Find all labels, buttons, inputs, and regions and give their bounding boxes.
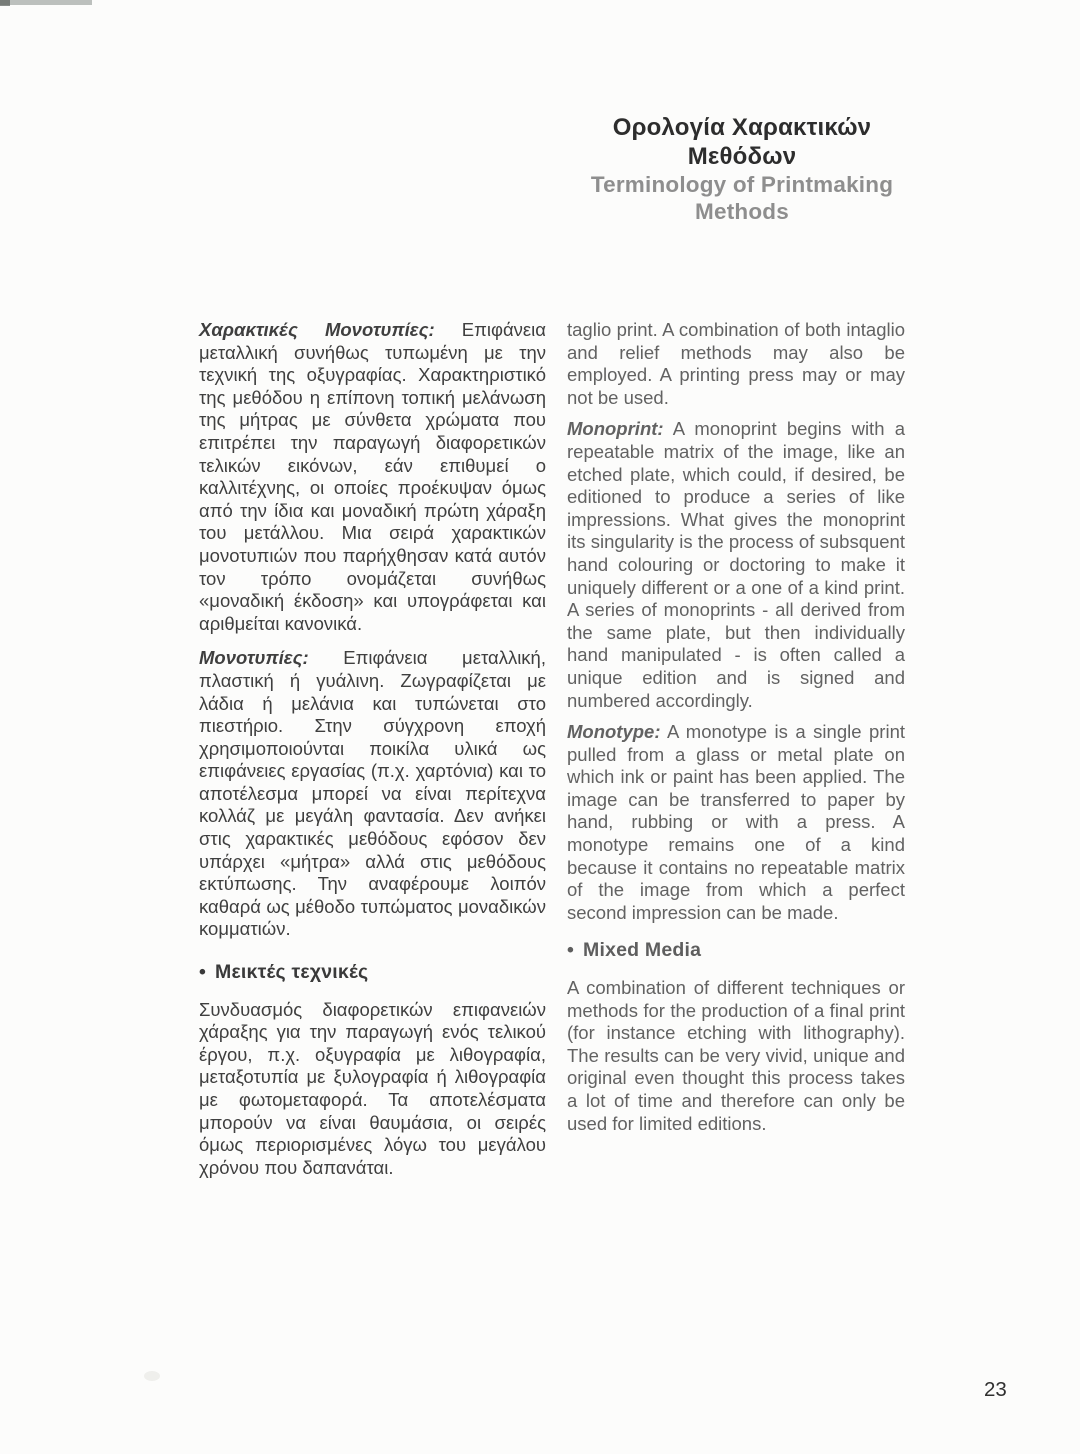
paragraph-mixed-media: A combination of different techniques or methods for the production of a final print (for instance etching with lithography). The results can be very vivid, unique and original even thought this process takes a lot of time and therefore can only be used for limited editions. [567, 977, 905, 1134]
paragraph-meiktes-texnikes: Συνδυασμός διαφορετικών επιφανειών χάραξης για την παραγωγή ενός τελικού έργου, π.χ. οξυγραφία με λιθογραφία, μεταξοτυπία με ξυλογραφία ή λιθογραφία με φωτομεταφορά. Τα αποτελέσματα μπορούν να είναι θαυμάσια, οι σειρές όμως περιορισμένες λόγω του μεγάλου χρόνου που δαπανάται. [199, 998, 546, 1178]
greek-column [199, 319, 546, 1191]
section-heading-text: Mixed Media [583, 939, 702, 962]
bullet-glyph: • [567, 939, 575, 962]
paragraph-text: A monotype is a single print pulled from a glass or metal plate on which ink or paint has been applied. The image can be transferred to paper by hand, rubbing or with a press. A monotype remains one of a kind because it contains no repeatable matrix of the image from which a perfect second impression can be made. [567, 721, 905, 923]
scan-smudge-artifact [144, 1371, 160, 1381]
section-heading-meiktes-texnikes [199, 961, 546, 984]
page-number: 23 [984, 1378, 1007, 1401]
section-heading-mixed-media [567, 939, 905, 962]
scan-corner-artifact [0, 0, 10, 6]
paragraph-text: A monoprint begins with a repeatable matrix of the image, like an etched plate, which could, if desired, be editioned to produce a series of like impressions. What gives the monoprint its singularity is the process of subsquent hand colouring or doctoring to make it uniquely different or a one of a kind print. A series of monoprints - all derived from the same plate, but then individually hand manipulated - is often called a unique edition and is signed and numbered accordingly. [567, 418, 905, 711]
paragraph-text: Επιφάνεια μεταλλική, πλαστική ή γυάλινη. Ζωγραφίζεται με λάδια ή μελάνια και τυπώνεται στο πιεστήριο. Στην σύγχρονη εποχή χρησιμοποιούνται ποικίλα υλικά ως επιφάνειες εργασίας (π.χ. χαρτόνια) και το αποτέλεσμα μπορεί να είναι περίτεχνα κολλάζ με μεγάλη φαντασία. Δεν ανήκει στις χαρακτικές μεθόδους εφόσον δεν υπάρχει «μήτρα» αλλά στις μεθόδους εκτύπωσης. Την αναφέρουμε λοιπόν καθαρά ως μέθοδο τυπώματος μοναδικών κομματιών. [199, 647, 546, 940]
page-title-greek: Ορολογία Χαρακτικών Μεθόδων [612, 114, 872, 170]
term-lead-monoprint: Monoprint: [567, 418, 664, 440]
paragraph-text: Επιφάνεια μεταλλική συνήθως τυπωμένη με την τεχνική της οξυγραφίας. Χαρακτηριστικό της μεθόδου η επίπονη τοπική μελάνωση της μήτρας με σύνθετα χρώματα που επιτρέπει την παραγωγή διαφορετικών τελικών εικόνων, εάν επιθυμεί ο καλλιτέχνης, οι οποίες προέκυψαν όμως από την ίδια και μοναδική πρώτη χάραξη του μετάλλου. Μια σειρά χαρακτικών μονοτυπιών που παρήχθησαν κατά αυτόν τον τρόπο ονομάζεται συνήθως «μοναδική έκδοση» και υπογράφεται και αριθμείται κανονικά. [199, 319, 546, 634]
term-lead-monotype: Monotype: [567, 721, 661, 743]
term-lead-charaktikes-monotypies: Χαρακτικές Μονοτυπίες: [199, 319, 435, 340]
scan-edge-artifact [0, 0, 92, 5]
paragraph-monotypies [199, 647, 546, 941]
paragraph-charaktikes-monotypies [199, 319, 546, 635]
paragraph-continuation: taglio print. A combination of both intaglio and relief methods may also be employed. A printing press may or may not be used. [567, 319, 905, 408]
page-title-english: Terminology of Printmaking Methods [590, 172, 894, 224]
bullet-glyph: • [199, 961, 207, 984]
page-header [556, 113, 928, 225]
paragraph-monoprint [567, 418, 905, 712]
section-heading-text: Μεικτές τεχνικές [215, 961, 369, 984]
paragraph-monotype [567, 721, 905, 924]
term-lead-monotypies: Μονοτυπίες: [199, 647, 309, 669]
english-column [567, 319, 905, 1144]
